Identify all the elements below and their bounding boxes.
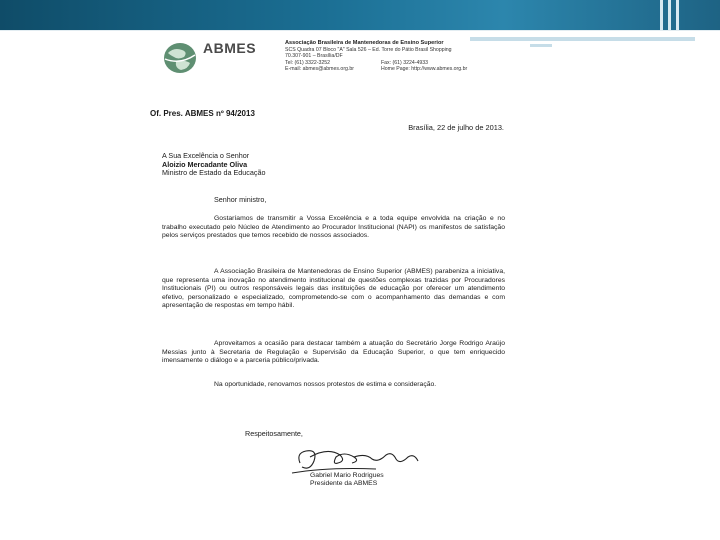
- salutation: Senhor ministro,: [214, 195, 267, 204]
- paragraph: Aproveitamos a ocasião para destacar também a atuação do Secretário Jorge Rodrigo Araújo Messias junto à Secretaria de Regulação e Supervisão da Educação Superior, o que tem enriquecido imensamente o diálogo e a parceria público/privada.: [162, 340, 505, 364]
- header-stripe: [676, 0, 679, 30]
- fax-text: Fax: (61) 3224-4933: [381, 59, 429, 66]
- paragraph: Gostaríamos de transmitir a Vossa Excelência e a toda equipe envolvida na criação e no trabalho executado pelo Núcleo de Atendimento ao Procurador Institucional (NAPI) os manifestos de satisfação pelos serviços prestados que temos recebido de nossos associados.: [162, 215, 505, 239]
- paragraph: Na oportunidade, renovamos nossos protestos de estima e consideração.: [214, 381, 437, 388]
- reference-number: Of. Pres. ABMES nº 94/2013: [150, 109, 255, 118]
- signer-block: [310, 472, 384, 489]
- phone-text: Tel: (61) 3322-3252: [285, 59, 330, 66]
- signer-name: Gabriel Mario Rodrigues: [310, 472, 384, 479]
- addressee-name: Aloizio Mercadante Oliva: [162, 159, 248, 169]
- header-divider: [0, 30, 720, 31]
- signer-role: Presidente da ABMES: [310, 480, 378, 488]
- paragraph: A Associação Brasileira de Mantenedoras de Ensino Superior (ABMES) parabeniza a iniciativa, que representa uma inovação no atendimento institucional de questões complexas trazidas por Procuradores Institucionais (PI) ou outros responsáveis legais das instituições de educação por oferecer um atendimento efetivo, personalizado e especializado, comprometendo-se com o acompanhamento das demandas e com apresentação de respostas em tempo hábil.: [162, 268, 505, 309]
- header-stripe: [660, 0, 663, 30]
- addressee-block: [162, 152, 265, 178]
- accent-dash: [530, 44, 552, 47]
- address-line-2: 70.307-901 – Brasília/DF: [285, 53, 343, 59]
- addressee-title: Ministro de Estado da Educação: [162, 168, 266, 178]
- address-line-1: SCS Quadra 07 Bloco "A" Sala 526 – Ed. Torre do Pátio Brasil Shopping: [285, 46, 452, 53]
- addressee-line: A Sua Excelência o Senhor: [162, 151, 250, 160]
- header-stripe: [668, 0, 671, 30]
- org-name: Associação Brasileira de Mantenedoras de Ensino Superior: [285, 40, 444, 46]
- globe-logo-icon: [162, 41, 198, 75]
- closing-text: Respeitosamente,: [245, 429, 303, 438]
- scanned-letter: [150, 38, 510, 498]
- letterhead-details: [285, 40, 507, 73]
- slide-header-bar: [0, 0, 720, 30]
- letter-date: Brasília, 22 de julho de 2013.: [408, 123, 504, 132]
- email-text: E-mail: abmes@abmes.org.br: [285, 66, 354, 72]
- contact-web: [285, 66, 507, 73]
- homepage-text: Home Page: http://www.abmes.org.br: [381, 66, 468, 72]
- logo-wordmark: ABMES: [203, 40, 257, 56]
